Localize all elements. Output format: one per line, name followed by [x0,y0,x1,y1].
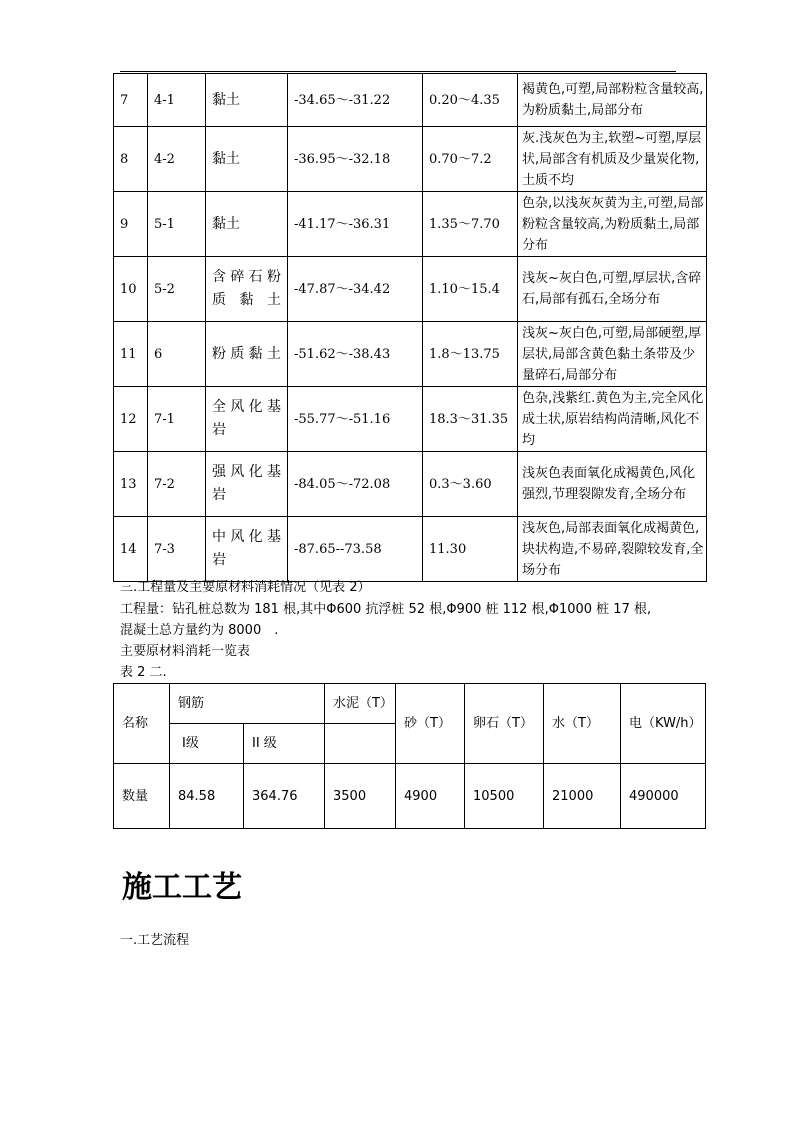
strata-thickness: 18.3～31.35 [423,387,518,452]
top-rule [120,71,676,72]
strata-no: 13 [114,452,148,517]
strata-row [114,322,707,387]
strata-name: 全风化基岩 [206,387,288,452]
strata-no: 12 [114,387,148,452]
header-steel-grade-2: II 级 [244,724,325,764]
strata-row [114,127,707,192]
value-gravel: 10500 [465,764,544,829]
header-sand: 砂（T） [396,684,465,764]
strata-thickness: 0.70～7.2 [423,127,518,192]
value-steel-grade-2: 364.76 [244,764,325,829]
strata-row [114,452,707,517]
strata-top-elevation: -84.05～-72.08 [288,452,423,517]
strata-layer: 4-1 [148,74,206,127]
quantity-line-2: 混凝土总方量约为 8000 . [120,623,279,638]
strata-top-elevation: -87.65--73.58 [288,517,423,582]
header-gravel: 卵石（T） [465,684,544,764]
subsection-heading: 一.工艺流程 [120,933,190,948]
strata-thickness: 0.3～3.60 [423,452,518,517]
strata-description: 色杂,浅紫红.黄色为主,完全风化成土状,原岩结构尚清晰,风化不均 [518,387,707,452]
strata-row [114,387,707,452]
strata-top-elevation: -55.77～-51.16 [288,387,423,452]
strata-thickness: 11.30 [423,517,518,582]
strata-top-elevation: -36.95～-32.18 [288,127,423,192]
section3-title: 三.工程量及主要原材料消耗情况（见表 2） [120,580,371,595]
strata-layer: 4-2 [148,127,206,192]
header-cement-blank [325,724,396,764]
section-heading: 施工工艺 [122,870,242,905]
header-cement: 水泥（T） [325,684,396,724]
strata-description: 灰.浅灰色为主,软塑~可塑,厚层状,局部含有机质及少量炭化物,土质不均 [518,127,707,192]
strata-description: 浅灰~灰白色,可塑,局部硬塑,厚层状,局部含黄色黏土条带及少量碎石,局部分布 [518,322,707,387]
materials-table [113,683,706,829]
value-power: 490000 [621,764,706,829]
header-water: 水（T） [544,684,621,764]
strata-name: 黏土 [206,192,288,257]
value-sand: 4900 [396,764,465,829]
header-power: 电（KW/h） [621,684,706,764]
strata-top-elevation: -47.87～-34.42 [288,257,423,322]
strata-layer: 5-2 [148,257,206,322]
strata-name: 中风化基岩 [206,517,288,582]
strata-no: 11 [114,322,148,387]
strata-layer: 7-3 [148,517,206,582]
strata-name: 强风化基岩 [206,452,288,517]
strata-description: 浅灰色表面氧化成褐黄色,风化强烈,节理裂隙发育,全场分布 [518,452,707,517]
strata-top-elevation: -41.17～-36.31 [288,192,423,257]
strata-name: 黏土 [206,74,288,127]
strata-top-elevation: -34.65～-31.22 [288,74,423,127]
strata-thickness: 1.10～15.4 [423,257,518,322]
strata-no: 8 [114,127,148,192]
strata-no: 7 [114,74,148,127]
strata-description: 色杂,以浅灰灰黄为主,可塑,局部粉粒含量较高,为粉质黏土,局部分布 [518,192,707,257]
value-water: 21000 [544,764,621,829]
strata-layer: 7-1 [148,387,206,452]
value-cement: 3500 [325,764,396,829]
materials-title: 主要原材料消耗一览表 [120,644,251,659]
strata-row [114,257,707,322]
quantity-line-1: 工程量：钻孔桩总数为 181 根,其中Φ600 抗浮桩 52 根,Φ900 桩 112 根,Φ1000 桩 17 根, [120,602,652,617]
strata-layer: 5-1 [148,192,206,257]
header-steel: 钢筋 [170,684,325,724]
header-steel-grade-1: Ⅰ级 [170,724,244,764]
strata-thickness: 1.8～13.75 [423,322,518,387]
strata-no: 10 [114,257,148,322]
strata-name: 粉质黏土 [206,322,288,387]
strata-name: 含碎石粉质黏土 [206,257,288,322]
row-label-quantity: 数量 [114,764,170,829]
strata-name: 黏土 [206,127,288,192]
strata-layer: 7-2 [148,452,206,517]
strata-row [114,192,707,257]
strata-layer: 6 [148,322,206,387]
strata-table [113,73,707,582]
strata-top-elevation: -51.62～-38.43 [288,322,423,387]
strata-thickness: 0.20～4.35 [423,74,518,127]
strata-row [114,517,707,582]
strata-description: 褐黄色,可塑,局部粉粒含量较高,为粉质黏土,局部分布 [518,74,707,127]
strata-thickness: 1.35～7.70 [423,192,518,257]
strata-no: 9 [114,192,148,257]
value-steel-grade-1: 84.58 [170,764,244,829]
strata-description: 浅灰~灰白色,可塑,厚层状,含碎石,局部有孤石,全场分布 [518,257,707,322]
strata-description: 浅灰色,局部表面氧化成褐黄色,块状构造,不易碎,裂隙较发育,全场分布 [518,517,707,582]
strata-no: 14 [114,517,148,582]
header-name: 名称 [114,684,170,764]
table2-caption: 表 2 二. [120,665,167,680]
strata-row [114,74,707,127]
